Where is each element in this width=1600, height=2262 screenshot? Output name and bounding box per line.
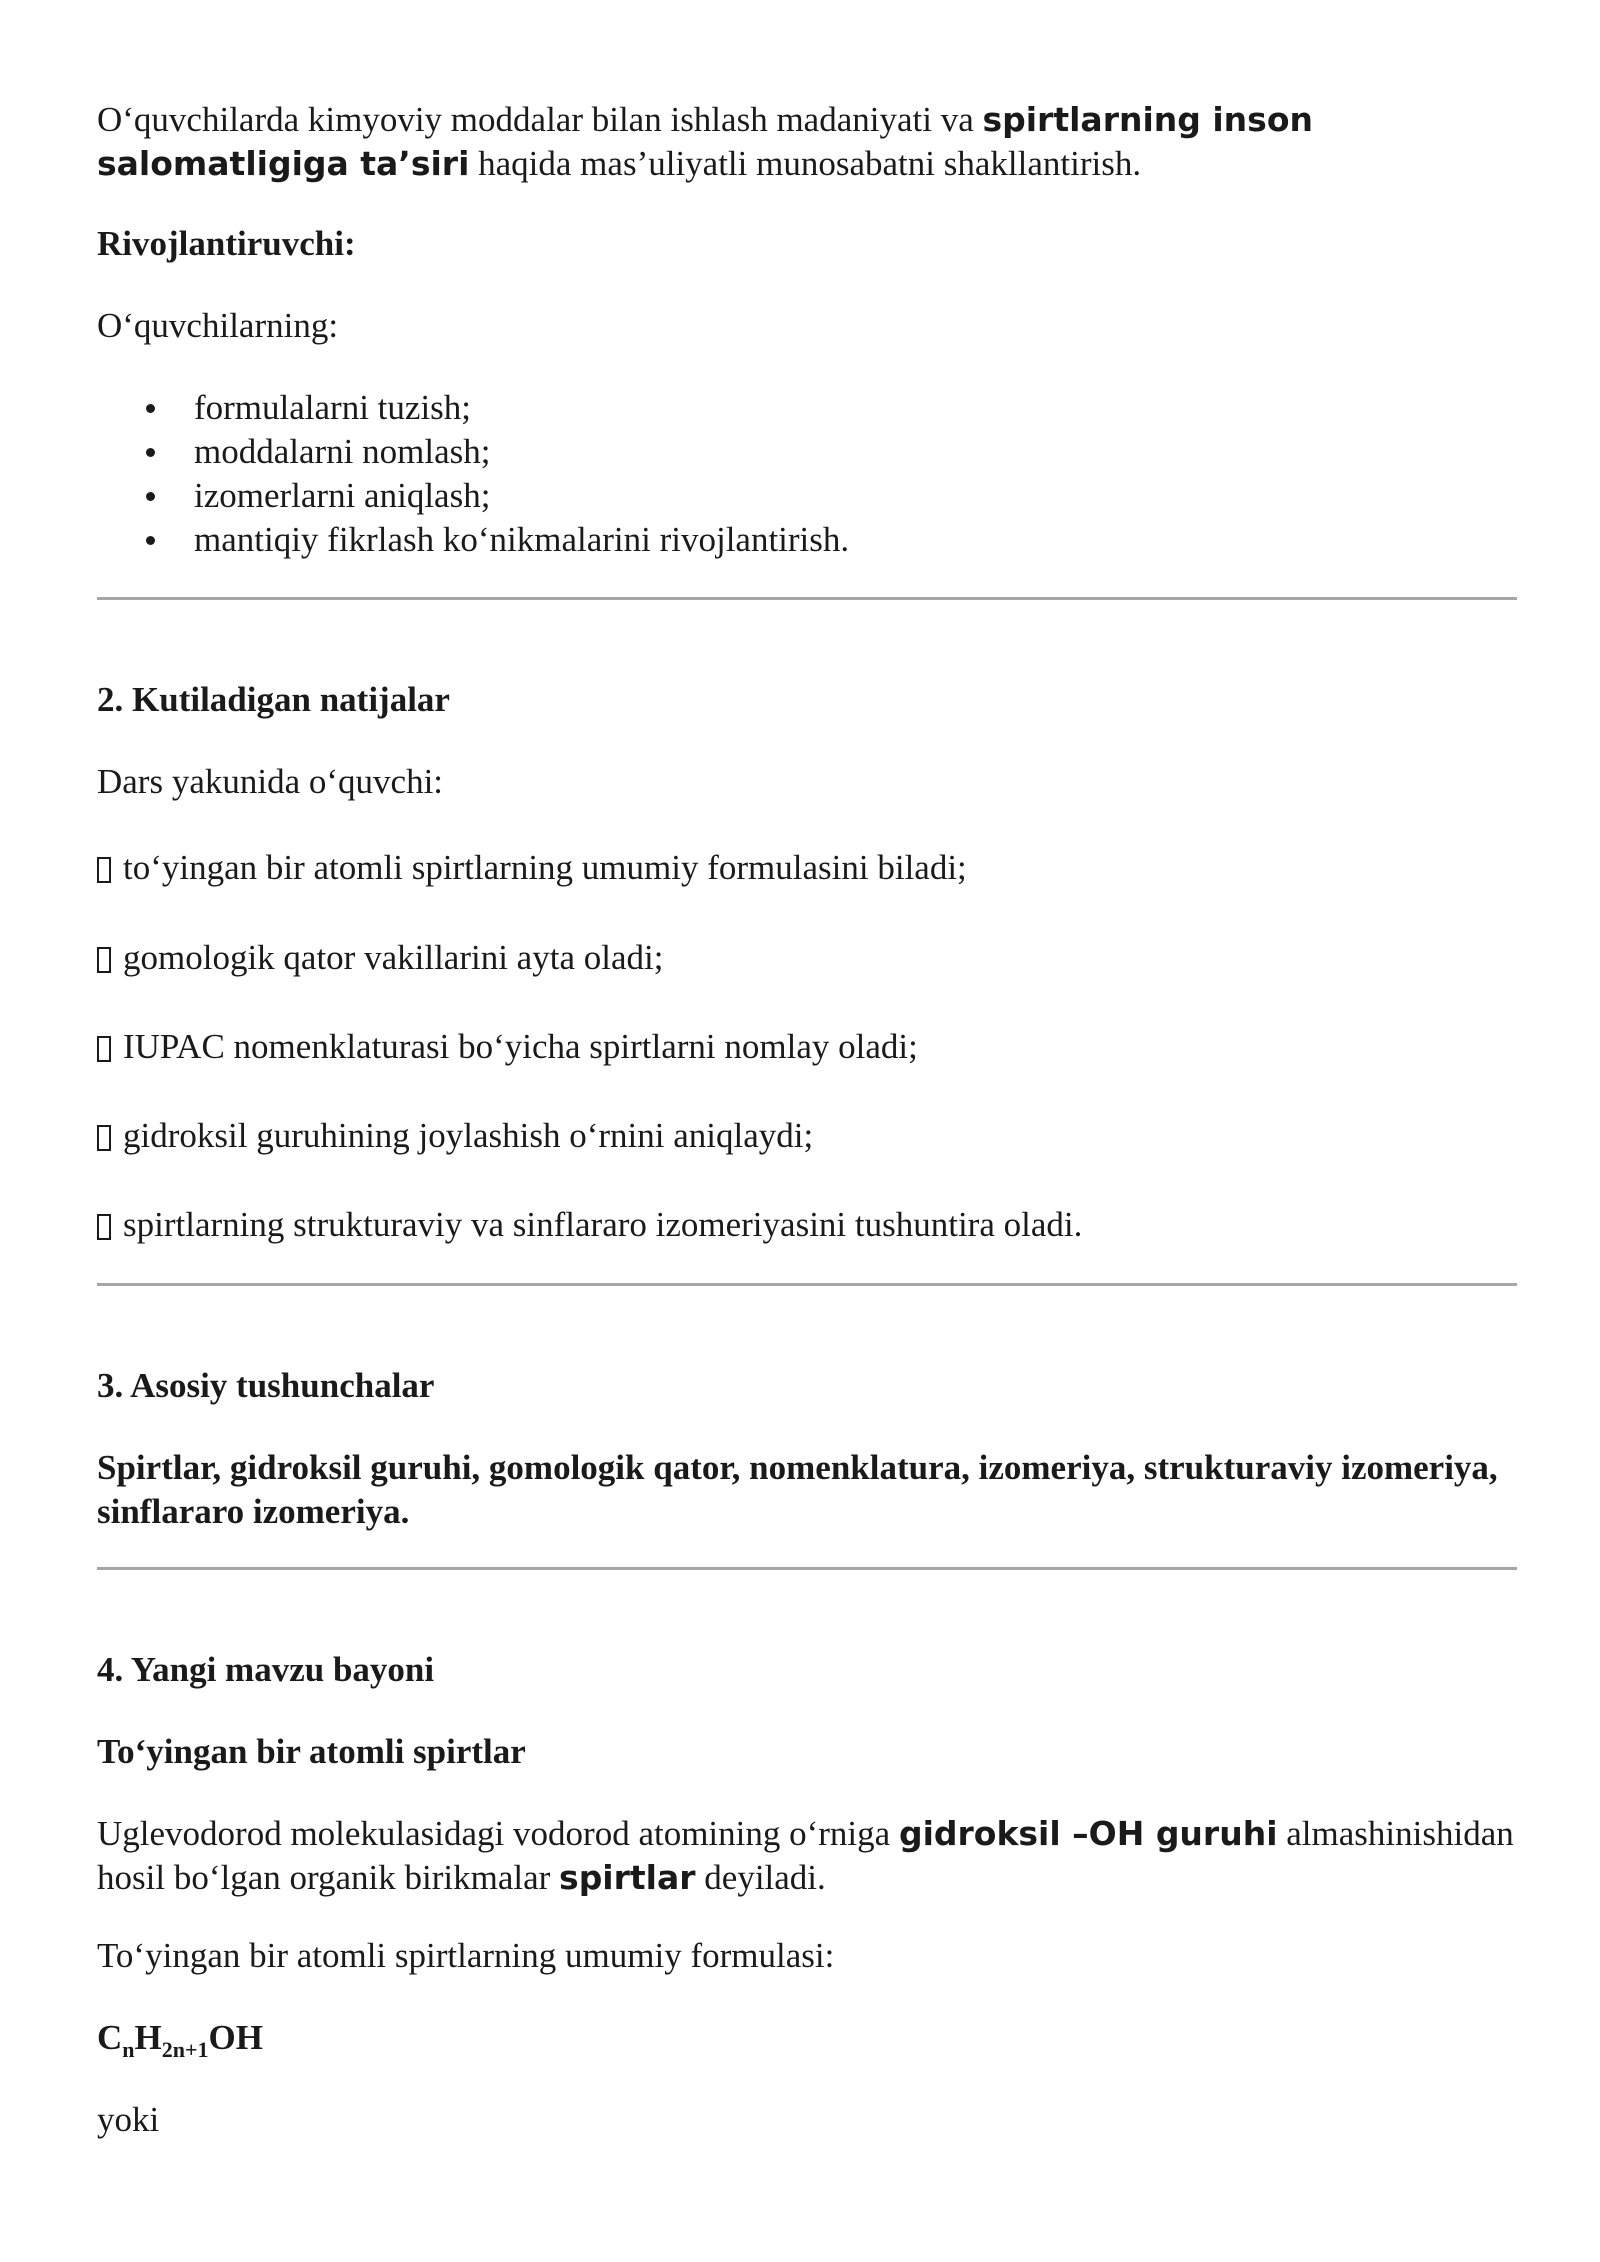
outcome-item: gomologik qator vakillarini ayta oladi; <box>97 936 1517 980</box>
missing-glyph-icon <box>97 1214 111 1240</box>
outcome-item: IUPAC nomenklaturasi bo‘yicha spirtlarni nomlay oladi; <box>97 1025 1517 1069</box>
bullet-icon <box>146 448 155 457</box>
bullet-icon <box>146 536 155 545</box>
definition-bold-term: spirtlar <box>559 1858 696 1897</box>
section-divider <box>97 1567 1517 1570</box>
outcome-item: to‘yingan bir atomli spirtlarning umumiy formulasini biladi; <box>97 846 1517 890</box>
section-2-lead: Dars yakunida o‘quvchi: <box>97 762 444 801</box>
rivoj-heading: Rivojlantiruvchi: <box>97 224 356 263</box>
missing-glyph-icon <box>97 947 111 973</box>
section-4-heading: 4. Yangi mavzu bayoni <box>97 1650 435 1689</box>
rivoj-lead: O‘quvchilarning: <box>97 306 339 345</box>
section-2-heading: 2. Kutiladigan natijalar <box>97 680 450 719</box>
intro-text-2: haqida mas’uliyatli munosabatni shakllantirish. <box>469 144 1142 183</box>
definition-bold-text: gidroksil –OH guruhi <box>898 1814 1278 1853</box>
list-item: mantiqiy fikrlash ko‘nikmalarini rivojlantirish. <box>97 518 1517 562</box>
general-formula: $C_nH_{2n+1}OH$ <box>97 2018 263 2062</box>
missing-glyph-icon <box>97 1125 111 1151</box>
section-4-subheading: To‘yingan bir atomli spirtlar <box>97 1732 526 1771</box>
intro-paragraph <box>97 98 1517 186</box>
bullet-icon <box>146 492 155 501</box>
formula-lead: To‘yingan bir atomli spirtlarning umumiy formulasi: <box>97 1936 835 1975</box>
section-divider <box>97 1283 1517 1286</box>
intro-text-1: O‘quvchilarda kimyoviy moddalar bilan ishlash madaniyati va <box>97 100 983 139</box>
section-3-heading: 3. Asosiy tushunchalar <box>97 1366 435 1405</box>
list-item: izomerlarni aniqlash; <box>97 474 1517 518</box>
outcome-item: gidroksil guruhining joylashish o‘rnini aniqlaydi; <box>97 1114 1517 1158</box>
missing-glyph-icon <box>97 1036 111 1062</box>
definition-paragraph: Uglevodorod molekulasidagi vodorod atomining o‘rniga gidroksil –OH guruhi almashinishidan hosil bo‘lgan organik birikmalar spirtlar deyiladi. <box>97 1814 1514 1897</box>
bullet-icon <box>146 404 155 413</box>
missing-glyph-icon <box>97 857 111 883</box>
yoki-text: yoki <box>97 2100 160 2139</box>
intro-bold-text: spirtlarning inson salomatligiga ta’siri <box>97 100 1313 183</box>
section-3-terms: Spirtlar, gidroksil guruhi, gomologik qator, nomenklatura, izomeriya, strukturaviy izomeriya, sinflararo izomeriya. <box>97 1448 1498 1531</box>
list-item: formulalarni tuzish; <box>97 386 1517 430</box>
rivoj-bullet-list <box>97 386 1517 562</box>
section-divider <box>97 597 1517 600</box>
outcome-item: spirtlarning strukturaviy va sinflararo izomeriyasini tushuntira oladi. <box>97 1203 1517 1247</box>
list-item: moddalarni nomlash; <box>97 430 1517 474</box>
